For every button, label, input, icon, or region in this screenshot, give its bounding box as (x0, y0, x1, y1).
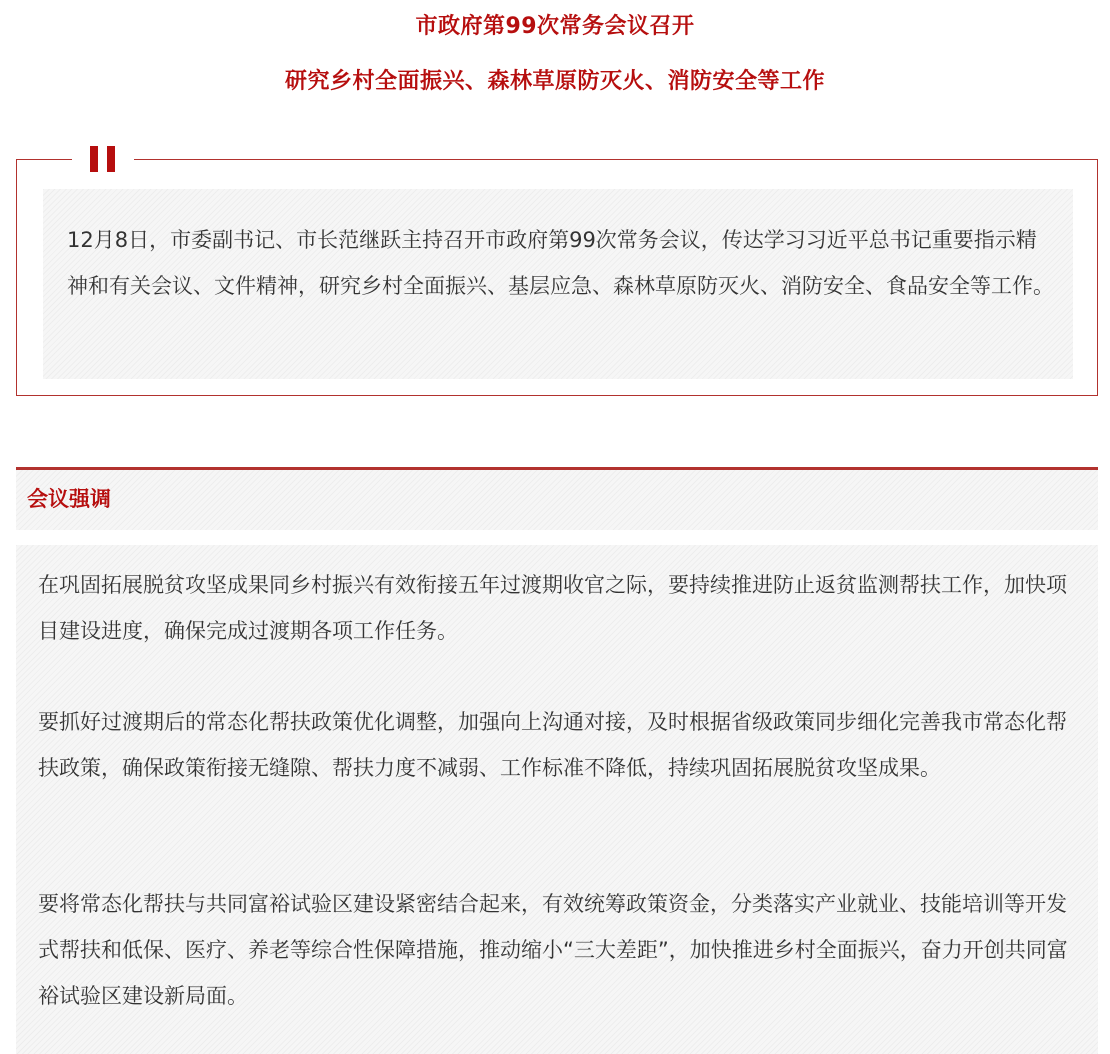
double-bar-icon (90, 146, 116, 172)
paragraph: 要将常态化帮扶与共同富裕试验区建设紧密结合起来，有效统筹政策资金，分类落实产业就业、技能培训等开发式帮扶和低保、医疗、养老等综合性保障措施，推动缩小“三大差距”，加快推进乡村全面振兴，奋力开创共同富裕试验区建设新局面。 (38, 892, 1068, 1008)
paragraph: 在巩固拓展脱贫攻坚成果同乡村振兴有效衔接五年过渡期收官之际，要持续推进防止返贫监测帮扶工作，加快项目建设进度，确保完成过渡期各项工作任务。 (38, 573, 1067, 643)
section-header (16, 470, 1098, 530)
intro-text: 12月8日，市委副书记、市长范继跃主持召开市政府第99次常务会议，传达学习习近平总书记重要指示精神和有关会议、文件精神，研究乡村全面振兴、基层应急、森林草原防灭火、消防安全、食品安全等工作。 (67, 228, 1054, 298)
intro-top-border-left (16, 159, 72, 160)
paragraph: 要抓好过渡期后的常态化帮扶政策优化调整，加强向上沟通对接，及时根据省级政策同步细化完善我市常态化帮扶政策，确保政策衔接无缝隙、帮扶力度不减弱、工作标准不降低，持续巩固拓展脱贫攻坚成果。 (38, 710, 1067, 780)
intro-top-border-right (134, 159, 1098, 160)
bar-left (90, 146, 98, 172)
section-title: 会议强调 (27, 487, 111, 511)
headline-line-1: 市政府第99次常务会议召开 (415, 14, 695, 39)
headline-line-2: 研究乡村全面振兴、森林草原防灭火、消防安全等工作 (284, 69, 825, 94)
bar-right (107, 146, 115, 172)
